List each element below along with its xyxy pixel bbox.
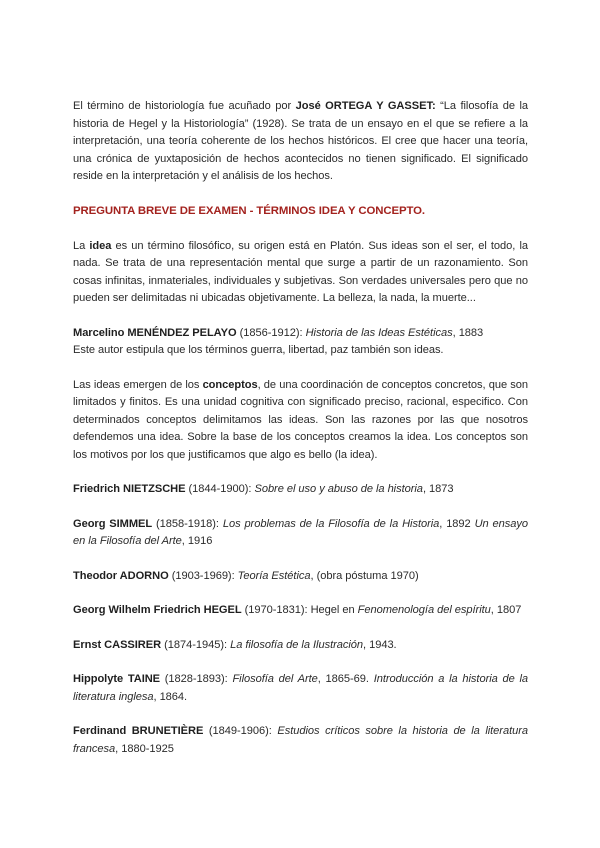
taine-entry <box>73 671 528 706</box>
idea-paragraph <box>73 238 528 308</box>
work-year: , 1864. <box>153 690 188 703</box>
author-dates: (1858-1918): <box>152 517 223 530</box>
adorno-entry <box>73 568 528 586</box>
intro-paragraph <box>73 98 528 186</box>
conceptos-term: conceptos <box>202 378 258 391</box>
cassirer-entry <box>73 637 528 655</box>
work-year: , 1883 <box>452 326 484 339</box>
author-name: Hippolyte TAINE <box>73 673 161 685</box>
work-title: Los problemas de la Filosofía de la Historia <box>222 517 440 530</box>
author-name: Georg SIMMEL <box>73 517 153 530</box>
author-name: Georg Wilhelm Friedrich HEGEL <box>73 604 242 616</box>
work-year: , 1807 <box>490 604 522 616</box>
idea-term: idea <box>89 239 112 252</box>
intro-text: El término de historiología fue acuñado por <box>73 100 296 112</box>
author-name: Ernst CASSIRER <box>73 638 162 651</box>
author-name: Ferdinand BRUNETIÈRE <box>73 725 204 737</box>
work-title: Historia de las Ideas Estéticas <box>305 326 453 339</box>
author-name: Friedrich NIETZSCHE <box>73 483 186 495</box>
author-name: Theodor ADORNO <box>73 569 169 582</box>
work-year: , 1916 <box>181 535 213 547</box>
author-dates: (1849-1906): <box>203 725 278 737</box>
simmel-entry <box>73 516 528 551</box>
work-year: , 1873 <box>422 483 454 495</box>
nietzsche-entry <box>73 481 528 499</box>
conceptos-text: Las ideas emergen de los <box>73 378 203 391</box>
author-dates: (1874-1945): <box>161 638 231 651</box>
author-dates: (1856-1912): <box>236 326 306 339</box>
work-year: , 1892 <box>439 517 475 530</box>
author-dates: (1844-1900): <box>185 483 255 495</box>
work-year: , 1880-1925 <box>115 742 174 755</box>
section-heading: PREGUNTA BREVE DE EXAMEN - TÉRMINOS IDEA Y CONCEPTO. <box>73 204 425 217</box>
author-ortega: José ORTEGA Y GASSET: <box>295 100 436 112</box>
work-title: Un ensayo en la Filosofía del Arte <box>73 517 528 547</box>
work-title: Fenomenología del espíritu <box>357 604 491 616</box>
author-dates: (1970-1831): Hegel en <box>241 604 358 616</box>
work-title: Sobre el uso y abuso de la historia <box>254 483 423 495</box>
author-note: Este autor estipula que los términos guerra, libertad, paz también son ideas. <box>73 344 444 356</box>
brunetiere-entry <box>73 723 528 758</box>
work-title: Introducción a la historia de la literatura inglesa <box>73 673 528 703</box>
intro-text-cont: “La filosofía de la historia de Hegel y la Historiología” (1928). Se trata de un ensayo en el que se refiere a la interpretación, una teoría coherente de los hechos históricos. El cree que hacer una teoría, una crónica de yuxtaposición de hechos acontecidos no tienen significado. El significado reside en la interpretación y el análisis de los hechos. <box>73 100 528 182</box>
work-title: La filosofía de la Ilustración <box>230 638 364 651</box>
author-dates: (1828-1893): <box>160 673 233 685</box>
author-name: Marcelino MENÉNDEZ PELAYO <box>73 326 237 339</box>
hegel-entry <box>73 602 528 620</box>
work-title: Teoría Estética <box>237 569 311 582</box>
work-title: Filosofía del Arte <box>232 673 318 685</box>
work-year: , 1865-69. <box>317 673 374 685</box>
work-year: , 1943. <box>363 638 397 651</box>
work-year: , (obra póstuma 1970) <box>310 569 419 582</box>
conceptos-paragraph <box>73 377 528 465</box>
idea-text-cont: es un término filosófico, su origen está en Platón. Sus ideas son el ser, el todo, la nada. Se trata de una representación mental que surge a partir de un razonamiento. Son cosas infinitas, inmateriales, individuales y subjetivas. Son verdades universales pero que no pueden ser delimitadas ni ubicadas objetivamente. La belleza, la nada, la muerte... <box>73 239 528 304</box>
menendez-entry <box>73 325 528 360</box>
author-dates: (1903-1969): <box>168 569 238 582</box>
work-title: Estudios críticos sobre la historia de la literatura francesa <box>73 725 528 755</box>
conceptos-text-cont: , de una coordinación de conceptos concretos, que son limitados y finitos. Es una unidad cognitiva con significado preciso, racional, especifico. Con determinados conceptos delimitamos las ideas. Son las razones por las que nosotros defendemos una idea. Sobre la base de los conceptos creamos la idea. Los conceptos son los motivos por los que justificamos que algo es bello (la idea). <box>73 378 529 461</box>
idea-text: La <box>73 239 90 252</box>
